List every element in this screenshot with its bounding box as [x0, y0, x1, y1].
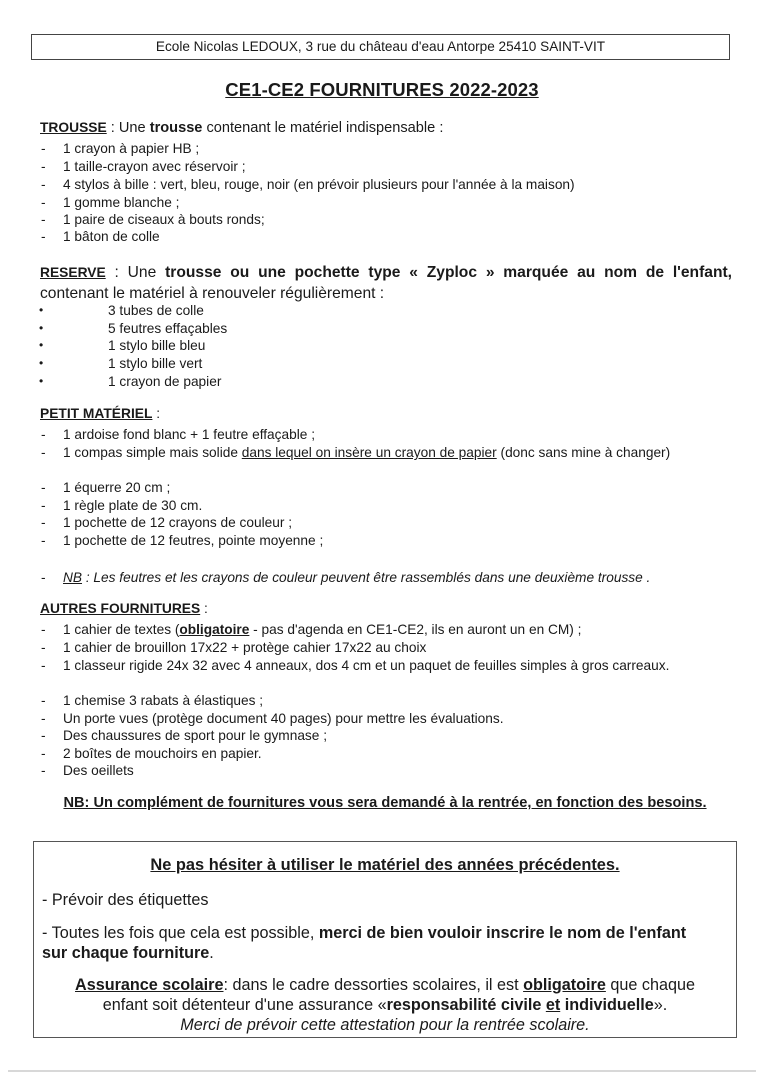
list-item: 1 crayon à papier HB ;	[63, 141, 200, 156]
list-item-cahier-textes	[63, 621, 581, 638]
petit-materiel-heading: PETIT MATÉRIEL	[40, 406, 153, 421]
trousse-heading-line	[40, 120, 443, 136]
toutes-text-b: .	[209, 944, 214, 962]
trousse-intro-a: : Une	[106, 120, 150, 136]
list-item: 1 classeur rigide 24x 32 avec 4 anneaux, dos 4 cm et un paquet de feuilles simples à gros carreaux.	[63, 658, 670, 673]
list-item: 1 pochette de 12 feutres, pointe moyenne ;	[63, 533, 324, 548]
note-box-title: Ne pas hésiter à utiliser le matériel des années précédentes.	[150, 856, 620, 874]
trousse-intro-b: contenant le matériel indispensable :	[202, 120, 444, 136]
list-item: 1 règle plate de 30 cm.	[63, 498, 203, 513]
reserve-intro-a: : Une	[105, 264, 166, 281]
nb-text: : Les feutres et les crayons de couleur peuvent être rassemblés dans une deuxième trousse .	[82, 570, 651, 585]
list-item: 1 pochette de 12 crayons de couleur ;	[63, 515, 293, 530]
assurance-label: Assurance scolaire	[75, 976, 224, 994]
reserve-intro-b: contenant le matériel à renouveler régulièrement :	[40, 285, 385, 302]
note-box	[33, 841, 737, 1038]
assurance-et: et	[545, 996, 561, 1014]
list-item: 1 bâton de colle	[63, 229, 160, 244]
assurance-text-a: : dans le cadre dessorties scolaires, il est	[223, 976, 524, 994]
school-address: Ecole Nicolas LEDOUX, 3 rue du château d'eau Antorpe 25410 SAINT-VIT	[155, 39, 606, 54]
autres-heading-suffix: :	[200, 601, 208, 616]
list-item: 1 taille-crayon avec réservoir ;	[63, 159, 246, 174]
reserve-intro	[40, 262, 732, 304]
list-item: 3 tubes de colle	[108, 303, 204, 318]
cahier-text-a: 1 cahier de textes (	[63, 622, 180, 637]
assurance-resp: responsabilité civile	[386, 996, 546, 1014]
assurance-indiv: individuelle	[560, 996, 654, 1014]
trousse-intro-bold: trousse	[149, 120, 203, 136]
compas-text-a: 1 compas simple mais solide	[63, 445, 242, 460]
list-item: 2 boîtes de mouchoirs en papier.	[63, 746, 262, 761]
assurance-line2-b: ».	[653, 996, 668, 1014]
list-item: Un porte vues (protège document 40 pages) pour mettre les évaluations.	[63, 711, 504, 726]
list-item: 1 paire de ciseaux à bouts ronds;	[63, 212, 265, 227]
nb-note	[63, 569, 650, 586]
nb-label: NB	[63, 570, 83, 585]
trousse-heading: TROUSSE	[40, 120, 107, 135]
list-item-compas	[63, 444, 713, 461]
page-title: CE1-CE2 FOURNITURES 2022-2023	[225, 79, 539, 100]
compas-text-underlined: dans lequel on insère un crayon de papier	[241, 445, 497, 460]
toutes-text-bold: merci de bien vouloir inscrire le nom de l'enfant sur chaque fourniture	[42, 924, 687, 962]
name-labels-note	[42, 923, 702, 963]
assurance-text-b: que chaque	[605, 976, 695, 994]
compas-text-b: (donc sans mine à changer)	[496, 445, 671, 460]
list-item: 1 gomme blanche ;	[63, 195, 180, 210]
list-item: 4 stylos à bille : vert, bleu, rouge, noir (en prévoir plusieurs pour l'année à la maison)	[63, 177, 575, 192]
reserve-intro-bold: trousse ou une pochette type « Zyploc » marquée au nom de l'enfant,	[165, 264, 733, 281]
list-item: 5 feutres effaçables	[108, 321, 228, 336]
etiquettes-note: - Prévoir des étiquettes	[42, 891, 209, 909]
petit-materiel-heading-line	[40, 406, 160, 421]
toutes-text-a: - Toutes les fois que cela est possible,	[42, 924, 319, 942]
merci-attestation: Merci de prévoir cette attestation pour la rentrée scolaire.	[180, 1016, 590, 1034]
page-edge-divider	[8, 1070, 756, 1072]
autres-heading-line	[40, 601, 208, 616]
school-address-box	[31, 34, 730, 60]
cahier-obligatoire: obligatoire	[179, 622, 250, 637]
list-item: 1 équerre 20 cm ;	[63, 480, 171, 495]
list-item: 1 cahier de brouillon 17x22 + protège cahier 17x22 au choix	[63, 640, 427, 655]
assurance-line-1	[34, 975, 736, 995]
assurance-obligatoire: obligatoire	[523, 976, 606, 994]
list-item: 1 crayon de papier	[108, 374, 222, 389]
list-item: 1 ardoise fond blanc + 1 feutre effaçable ;	[63, 427, 316, 442]
cahier-text-b: - pas d'agenda en CE1-CE2, ils en auront un en CM) ;	[249, 622, 582, 637]
nb-complement: NB: Un complément de fournitures vous sera demandé à la rentrée, en fonction des besoins.	[63, 795, 707, 811]
list-item: Des chaussures de sport pour le gymnase ;	[63, 728, 327, 743]
assurance-line2-a: enfant soit détenteur d'une assurance «	[102, 996, 387, 1014]
list-item: 1 stylo bille bleu	[108, 338, 206, 353]
list-item: Des oeillets	[63, 763, 134, 778]
list-item: 1 stylo bille vert	[108, 356, 203, 371]
autres-heading: AUTRES FOURNITURES	[40, 601, 201, 616]
reserve-heading: RESERVE	[40, 265, 106, 280]
petit-materiel-heading-suffix: :	[152, 406, 161, 421]
list-item: 1 chemise 3 rabats à élastiques ;	[63, 693, 264, 708]
assurance-line-2	[34, 995, 736, 1015]
